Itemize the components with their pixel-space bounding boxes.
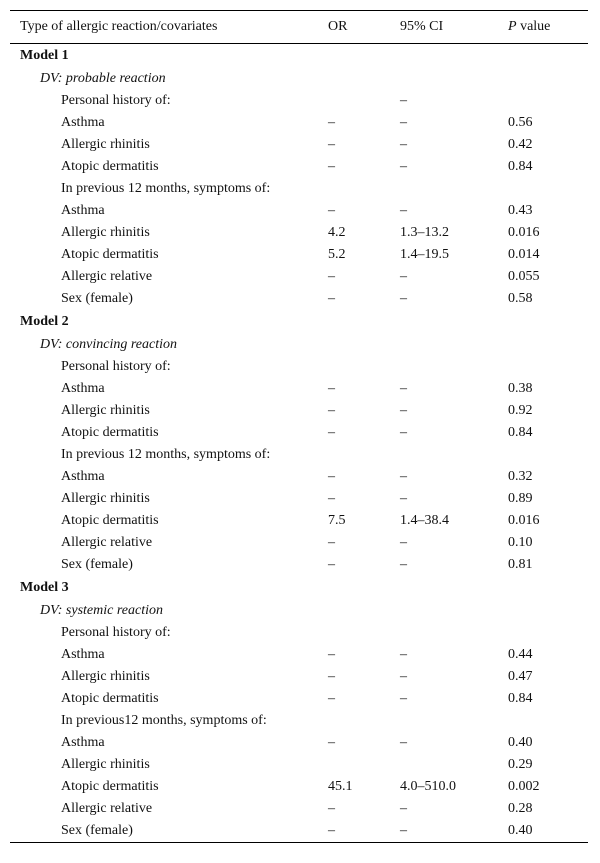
p-value-cell: 0.84: [508, 691, 533, 706]
or-cell: 45.1: [328, 779, 353, 794]
row-label: Atopic dermatitis: [61, 513, 159, 528]
ci-cell: –: [400, 159, 407, 174]
table-row: [10, 798, 588, 820]
p-value-cell: 0.56: [508, 115, 533, 130]
ci-cell: –: [400, 823, 407, 838]
p-value-cell: 0.47: [508, 669, 533, 684]
or-cell: –: [328, 269, 335, 284]
p-value-cell: 0.89: [508, 491, 533, 506]
p-value-cell: 0.32: [508, 469, 533, 484]
table-row: [10, 134, 588, 156]
p-value-cell: 0.42: [508, 137, 533, 152]
table-row: [10, 200, 588, 222]
ci-cell: 4.0–510.0: [400, 779, 456, 794]
or-cell: –: [328, 735, 335, 750]
ci-cell: –: [400, 137, 407, 152]
p-value-cell: 0.016: [508, 513, 540, 528]
or-cell: –: [328, 801, 335, 816]
or-cell: –: [328, 491, 335, 506]
or-cell: –: [328, 647, 335, 662]
row-label: Personal history of:: [61, 359, 171, 374]
header-or: OR: [328, 19, 348, 34]
row-label: DV: convincing reaction: [40, 337, 177, 352]
row-label: Atopic dermatitis: [61, 247, 159, 262]
row-label: Allergic rhinitis: [61, 757, 150, 772]
table-row: [10, 820, 588, 842]
or-cell: –: [328, 381, 335, 396]
table-header: [10, 11, 588, 44]
or-cell: 4.2: [328, 225, 346, 240]
model-heading-row: [10, 310, 588, 334]
table-row: [10, 90, 588, 112]
row-label: Model 3: [20, 580, 69, 595]
row-label: Atopic dermatitis: [61, 425, 159, 440]
table-row: [10, 688, 588, 710]
p-value-cell: 0.92: [508, 403, 533, 418]
or-cell: –: [328, 159, 335, 174]
row-label: Allergic rhinitis: [61, 137, 150, 152]
row-label: Sex (female): [61, 823, 133, 838]
p-value-cell: 0.81: [508, 557, 533, 572]
row-label: Personal history of:: [61, 625, 171, 640]
row-label: Allergic rhinitis: [61, 491, 150, 506]
table-row: [10, 622, 588, 644]
table-row: [10, 466, 588, 488]
table-row: [10, 266, 588, 288]
table-row: [10, 288, 588, 310]
ci-cell: –: [400, 647, 407, 662]
model-heading-row: [10, 576, 588, 600]
ci-cell: –: [400, 557, 407, 572]
row-label: DV: systemic reaction: [40, 603, 163, 618]
or-cell: –: [328, 115, 335, 130]
table-row: [10, 422, 588, 444]
p-value-cell: 0.29: [508, 757, 533, 772]
or-cell: –: [328, 425, 335, 440]
p-value-cell: 0.84: [508, 425, 533, 440]
row-label: Asthma: [61, 203, 105, 218]
table-row: [10, 532, 588, 554]
row-label: Allergic rhinitis: [61, 225, 150, 240]
row-label: Atopic dermatitis: [61, 691, 159, 706]
header-p-symbol: P: [508, 19, 517, 34]
p-value-cell: 0.28: [508, 801, 533, 816]
table-row: [10, 710, 588, 732]
or-cell: –: [328, 823, 335, 838]
row-label: Asthma: [61, 469, 105, 484]
or-cell: –: [328, 691, 335, 706]
table-row: [10, 400, 588, 422]
ci-cell: 1.4–38.4: [400, 513, 449, 528]
ci-cell: 1.3–13.2: [400, 225, 449, 240]
ci-cell: –: [400, 691, 407, 706]
table-row: [10, 644, 588, 666]
ci-cell: –: [400, 291, 407, 306]
header-p-value: [508, 19, 588, 35]
p-value-cell: 0.84: [508, 159, 533, 174]
header-covariates: Type of allergic reaction/covariates: [20, 19, 218, 34]
table-row: [10, 776, 588, 798]
row-label: In previous12 months, symptoms of:: [61, 713, 267, 728]
p-value-cell: 0.10: [508, 535, 533, 550]
p-value-cell: 0.38: [508, 381, 533, 396]
table-row: [10, 732, 588, 754]
row-label: Model 1: [20, 48, 69, 63]
row-label: Asthma: [61, 115, 105, 130]
row-label: Sex (female): [61, 291, 133, 306]
table-row: [10, 510, 588, 532]
row-label: Allergic relative: [61, 801, 153, 816]
p-value-cell: 0.58: [508, 291, 533, 306]
table-row: [10, 178, 588, 200]
table-row: [10, 156, 588, 178]
row-label: Allergic relative: [61, 269, 153, 284]
table-row: [10, 666, 588, 688]
table-row: [10, 444, 588, 466]
row-label: Asthma: [61, 735, 105, 750]
row-label: Asthma: [61, 647, 105, 662]
table-body: [10, 44, 588, 842]
row-label: Allergic rhinitis: [61, 669, 150, 684]
or-cell: –: [328, 403, 335, 418]
table-row: [10, 244, 588, 266]
or-cell: –: [328, 469, 335, 484]
p-value-cell: 0.055: [508, 269, 540, 284]
ci-cell: –: [400, 669, 407, 684]
or-cell: –: [328, 291, 335, 306]
ci-cell: –: [400, 269, 407, 284]
row-label: Asthma: [61, 381, 105, 396]
ci-cell: –: [400, 93, 407, 108]
table-row: [10, 488, 588, 510]
table-row: [10, 554, 588, 576]
ci-cell: –: [400, 469, 407, 484]
row-label: In previous 12 months, symptoms of:: [61, 447, 271, 462]
ci-cell: –: [400, 491, 407, 506]
table-row: [10, 378, 588, 400]
row-label: Sex (female): [61, 557, 133, 572]
dv-row: [10, 600, 588, 622]
table-row: [10, 754, 588, 776]
row-label: Allergic rhinitis: [61, 403, 150, 418]
row-label: Atopic dermatitis: [61, 779, 159, 794]
ci-cell: –: [400, 425, 407, 440]
table-row: [10, 356, 588, 378]
p-value-cell: 0.40: [508, 823, 533, 838]
dv-row: [10, 68, 588, 90]
ci-cell: –: [400, 735, 407, 750]
or-cell: –: [328, 535, 335, 550]
or-cell: 5.2: [328, 247, 346, 262]
or-cell: 7.5: [328, 513, 346, 528]
header-p-word: value: [516, 19, 551, 34]
p-value-cell: 0.002: [508, 779, 540, 794]
p-value-cell: 0.44: [508, 647, 533, 662]
ci-cell: –: [400, 115, 407, 130]
p-value-cell: 0.40: [508, 735, 533, 750]
table-row: [10, 222, 588, 244]
or-cell: –: [328, 669, 335, 684]
dv-row: [10, 334, 588, 356]
row-label: Atopic dermatitis: [61, 159, 159, 174]
row-label: In previous 12 months, symptoms of:: [61, 181, 271, 196]
regression-table: [10, 10, 588, 843]
or-cell: –: [328, 203, 335, 218]
row-label: Personal history of:: [61, 93, 171, 108]
ci-cell: –: [400, 403, 407, 418]
or-cell: –: [328, 137, 335, 152]
model-heading-row: [10, 44, 588, 68]
ci-cell: –: [400, 203, 407, 218]
p-value-cell: 0.016: [508, 225, 540, 240]
ci-cell: –: [400, 801, 407, 816]
p-value-cell: 0.014: [508, 247, 540, 262]
row-label: Model 2: [20, 314, 69, 329]
or-cell: –: [328, 557, 335, 572]
row-label: DV: probable reaction: [40, 71, 166, 86]
ci-cell: 1.4–19.5: [400, 247, 449, 262]
ci-cell: –: [400, 381, 407, 396]
header-ci: 95% CI: [400, 19, 444, 34]
p-value-cell: 0.43: [508, 203, 533, 218]
table-row: [10, 112, 588, 134]
ci-cell: –: [400, 535, 407, 550]
row-label: Allergic relative: [61, 535, 153, 550]
